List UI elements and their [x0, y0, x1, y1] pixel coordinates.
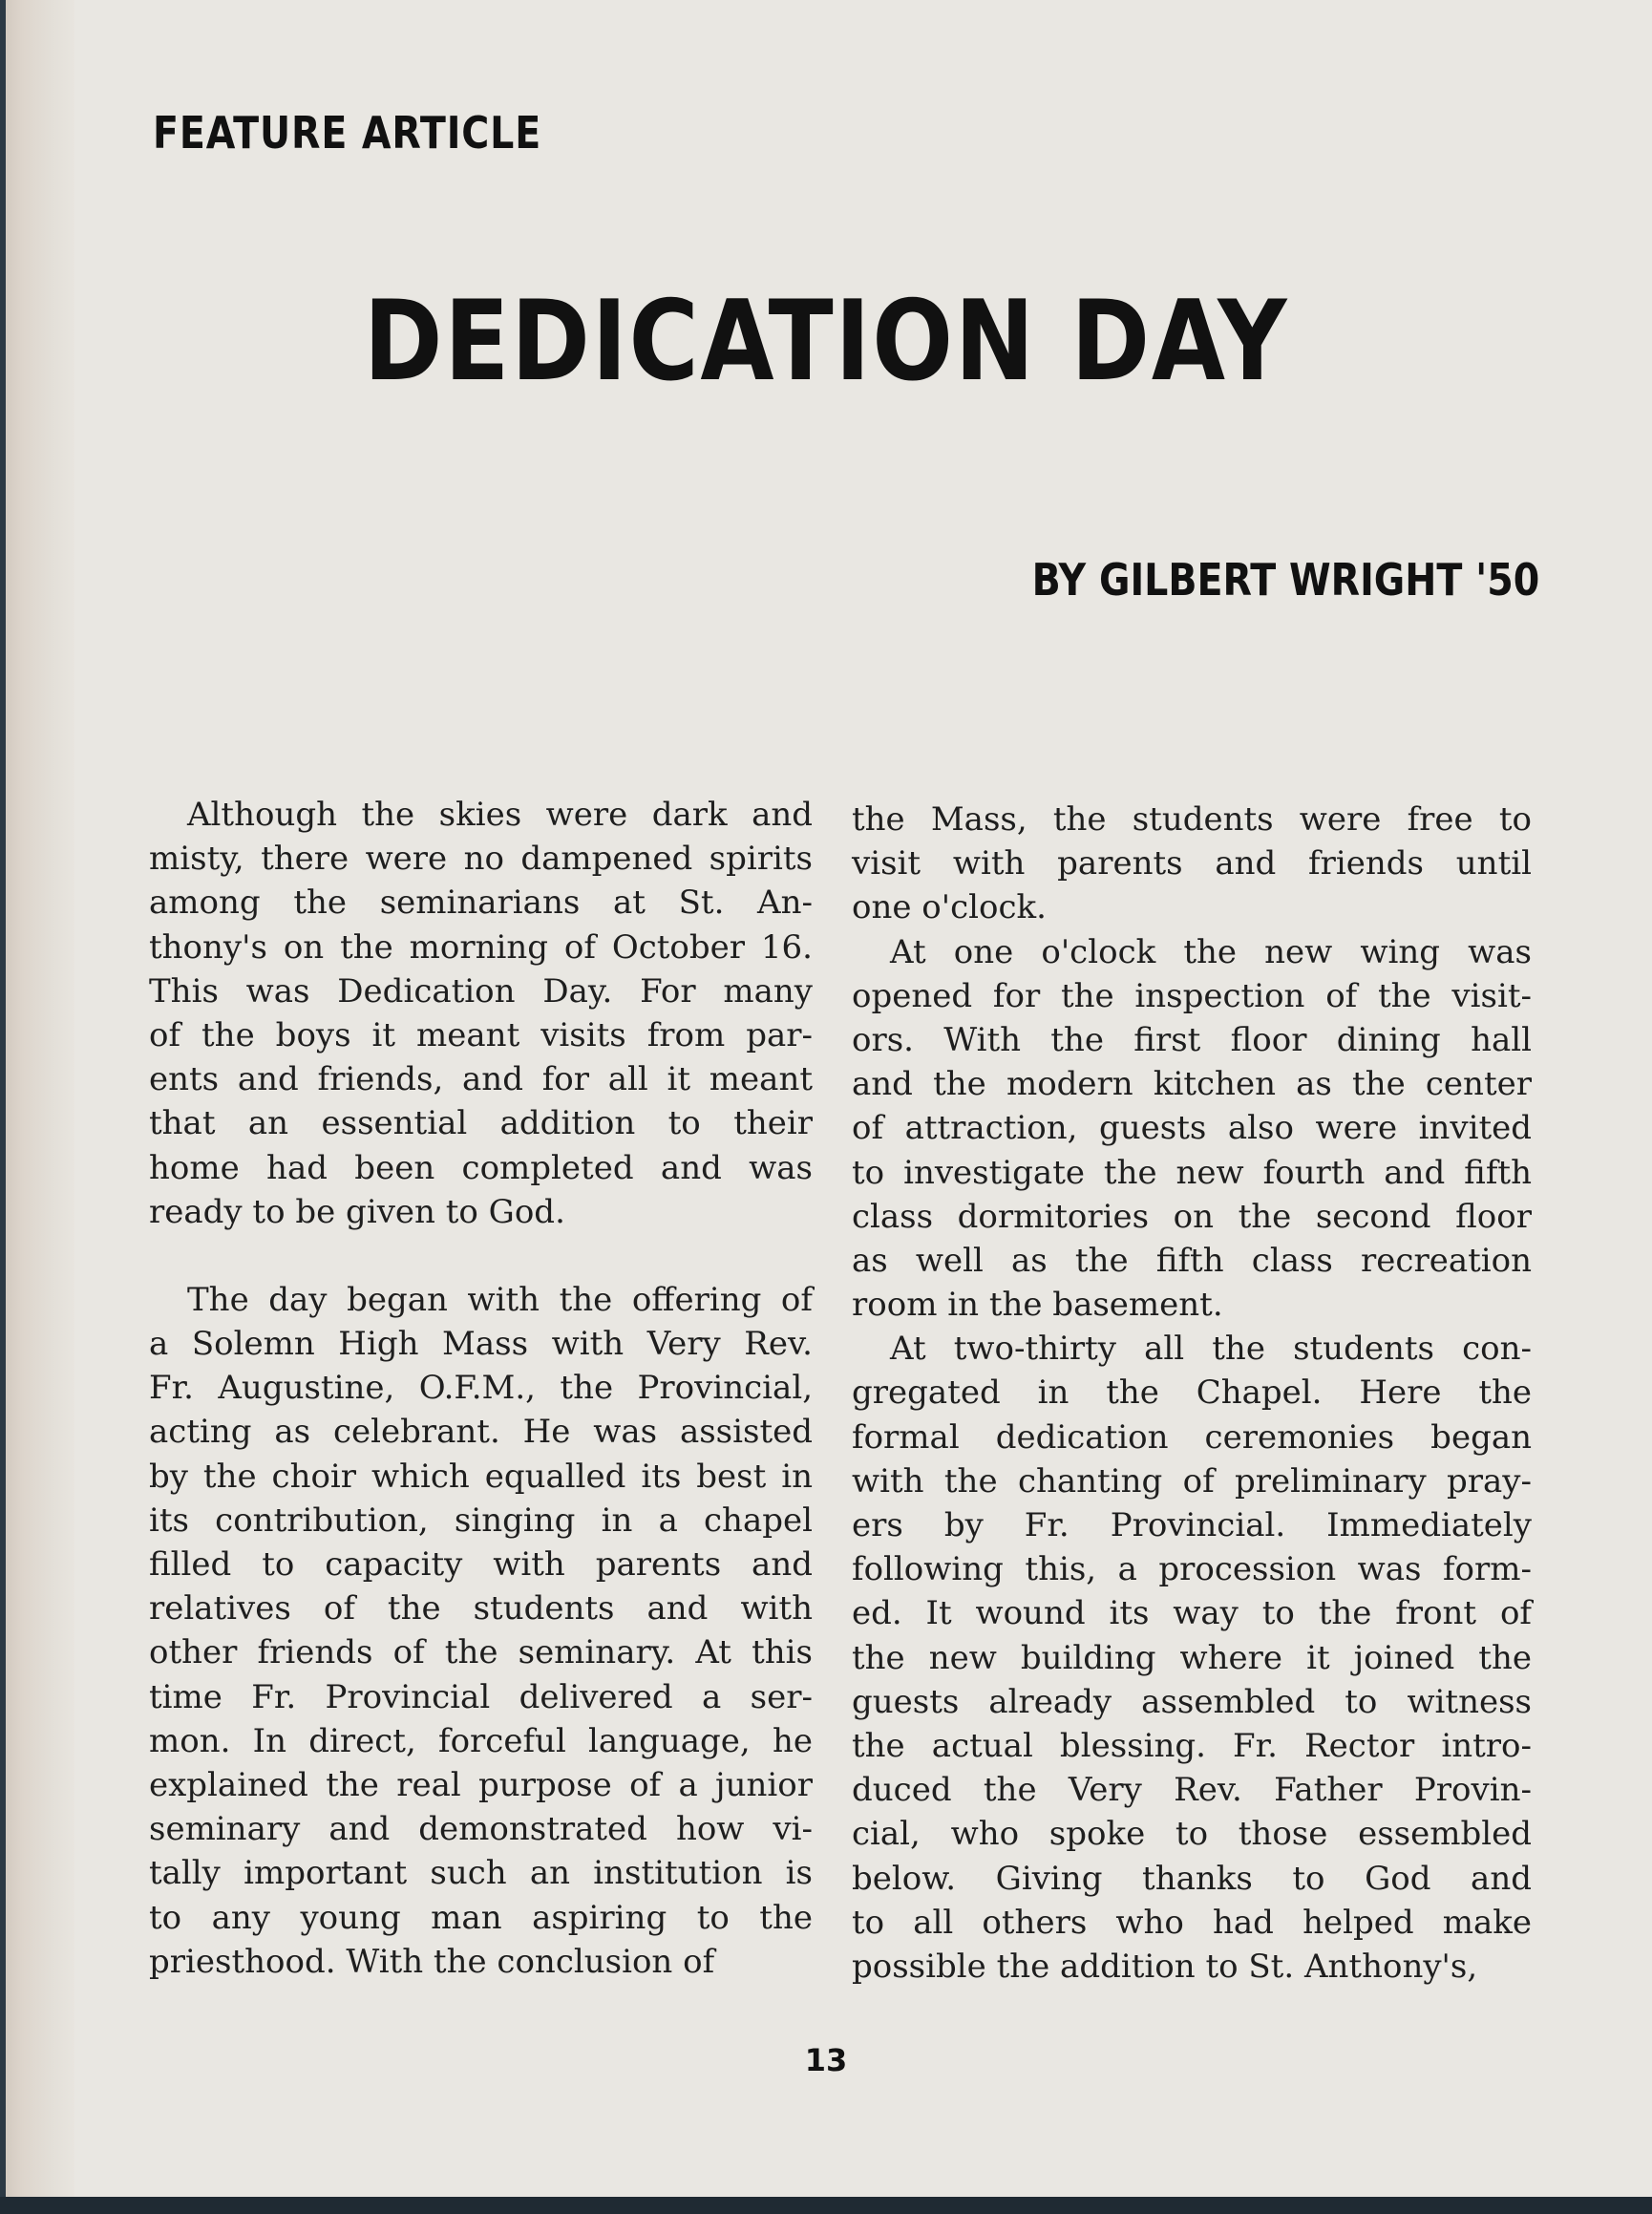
article-text-line: possible the addition to St. Anthony's, — [852, 1947, 1478, 1986]
article-text-line: ed. It wound its way to the front of — [852, 1594, 1532, 1633]
article-text-line: a Solemn High Mass with Very Rev. — [149, 1325, 813, 1364]
article-text-line: one o'clock. — [852, 888, 1047, 927]
page-bottom-edge — [0, 2197, 1652, 2214]
article-text-line: ents and friends, and for all it meant — [149, 1060, 813, 1099]
section-kicker: FEATURE ARTICLE — [153, 107, 542, 159]
article-text-line: below. Giving thanks to God and — [852, 1859, 1532, 1898]
article-text-line: This was Dedication Day. For many — [149, 971, 813, 1011]
article-text-line: to all others who had helped make — [852, 1903, 1532, 1942]
article-text-line: gregated in the Chapel. Here the — [852, 1373, 1532, 1413]
article-text-line: mon. In direct, forceful language, he — [149, 1721, 813, 1760]
article-text-line: following this, a procession was form- — [852, 1550, 1532, 1589]
article-text-line: guests already assembled to witness — [852, 1682, 1532, 1721]
article-text-line: acting as celebrant. He was assisted — [149, 1413, 813, 1452]
article-text-line: ers by Fr. Provincial. Immediately — [852, 1506, 1532, 1544]
page-number: 13 — [804, 2042, 848, 2078]
page-binding-edge — [0, 0, 6, 2214]
article-text-line: with the chanting of preliminary pray- — [852, 1461, 1532, 1501]
article-text-line: other friends of the seminary. At this — [149, 1633, 813, 1672]
article-text-line: to investigate the new fourth and fifth — [852, 1153, 1532, 1192]
article-text-line: by the choir which equalled its best in — [149, 1457, 813, 1496]
article-text-line: filled to capacity with parents and — [149, 1545, 813, 1584]
article-text-line: thony's on the morning of October 16. — [149, 927, 813, 967]
article-text-line: priesthood. With the conclusion of — [149, 1942, 715, 1981]
article-text-line: relatives of the students and with — [149, 1589, 813, 1629]
article-text-line: of the boys it meant visits from par- — [149, 1015, 813, 1054]
article-text-line: ors. With the first floor dining hall — [852, 1020, 1532, 1059]
article-text-line: Fr. Augustine, O.F.M., the Provincial, — [149, 1369, 813, 1408]
article-text-line: tally important such an institution is — [149, 1854, 813, 1893]
article-text-line: that an essential addition to their — [149, 1104, 813, 1143]
article-text-line: misty, there were no dampened spirits — [149, 840, 813, 879]
article-text-line: of attraction, guests also were invited — [852, 1109, 1532, 1148]
article-text-line: home had been completed and was — [149, 1148, 813, 1187]
right-text-column — [852, 798, 1532, 1989]
article-text-line: cial, who spoke to those essembled — [852, 1815, 1532, 1854]
article-text-line: Although the skies were dark and — [187, 796, 813, 834]
article-text-line: ready to be given to God. — [149, 1192, 565, 1231]
article-text-line: visit with parents and friends until — [852, 844, 1532, 883]
article-text-line: opened for the inspection of the visit- — [852, 976, 1532, 1015]
article-text-line: the new building where it joined the — [852, 1638, 1532, 1677]
article-text-line: the actual blessing. Fr. Rector intro- — [852, 1726, 1532, 1765]
article-text-line: the Mass, the students were free to — [852, 800, 1532, 839]
article-title: DEDICATION DAY — [363, 277, 1289, 406]
article-text-line: and the modern kitchen as the center — [852, 1065, 1532, 1104]
article-text-line: At one o'clock the new wing was — [890, 932, 1532, 971]
article-text-line: explained the real purpose of a junior — [149, 1765, 813, 1804]
paragraph-gap — [149, 1234, 813, 1278]
article-text-line: seminary and demonstrated how vi- — [149, 1810, 813, 1849]
article-text-line: duced the Very Rev. Father Provin- — [852, 1771, 1532, 1810]
article-text-line: formal dedication ceremonies began — [852, 1417, 1532, 1457]
article-text-line: The day began with the offering of — [187, 1280, 813, 1319]
article-text-line: among the seminarians at St. An- — [149, 883, 813, 923]
article-text-line: At two-thirty all the students con- — [890, 1330, 1532, 1369]
article-text-line: to any young man aspiring to the — [149, 1898, 813, 1937]
article-text-line: room in the basement. — [852, 1286, 1223, 1325]
article-byline: BY GILBERT WRIGHT '50 — [1031, 554, 1539, 606]
page-binding-shadow — [0, 0, 74, 2214]
article-text-line: time Fr. Provincial delivered a ser- — [149, 1677, 813, 1716]
article-text-line: as well as the fifth class recreation — [852, 1241, 1532, 1280]
article-text-line: its contribution, singing in a chapel — [149, 1501, 813, 1540]
article-text-line: class dormitories on the second floor — [852, 1197, 1532, 1236]
left-text-column — [149, 793, 813, 1984]
